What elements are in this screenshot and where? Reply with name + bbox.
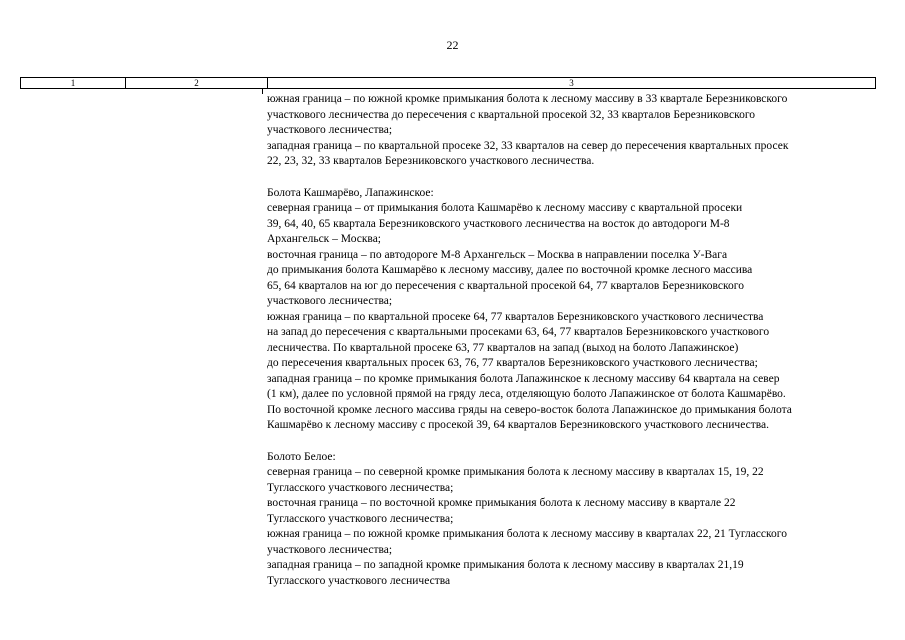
column-1-header: 1	[21, 78, 126, 89]
text-line: восточная граница – по автодороге М-8 Архангельск – Москва в направлении поселка У-Вага	[267, 248, 728, 261]
text-line: По восточной кромке лесного массива гряды на северо-восток болота Лапажинское до примыкания болота	[267, 403, 792, 416]
text-line: западная граница – по квартальной просеке 32, 33 кварталов на север до пересечения квартальных просек	[267, 139, 789, 152]
section-1	[267, 92, 877, 170]
text-line: 39, 64, 40, 65 квартала Березниковского участкового лесничества на восток до автодороги М-8	[267, 217, 730, 230]
text-line: северная граница – по северной кромке примыкания болота к лесному массиву в кварталах 15, 19, 22	[267, 466, 764, 478]
text-line: участкового лесничества;	[267, 295, 393, 307]
text-line: 22, 23, 32, 33 кварталов Березниковского участкового лесничества.	[267, 155, 595, 167]
text-line: (1 км), далее по условной прямой на гряду леса, отделяющую болото Лапажинское от болота Кашмарёво.	[267, 388, 786, 400]
text-line: восточная граница – по восточной кромке примыкания болота к лесному массиву в квартале 22	[267, 497, 736, 509]
text-line: Тугласского участкового лесничества;	[267, 481, 454, 494]
text-line: Архангельск – Москва;	[267, 233, 382, 245]
text-line: западная граница – по западной кромке примыкания болота к лесному массиву в кварталах 21,19	[267, 559, 744, 571]
section-heading: Болото Белое:	[267, 450, 336, 463]
text-line: до пересечения квартальных просек 63, 76, 77 кварталов Березниковского участкового лесничества;	[267, 357, 758, 369]
page-number: 22	[446, 38, 459, 52]
section-heading: Болота Кашмарёво, Лапажинское:	[267, 186, 434, 199]
text-line: Тугласского участкового лесничества;	[267, 512, 454, 525]
text-line: южная граница – по южной кромке примыкания болота к лесному массиву в 33 квартале Березниковского	[267, 93, 788, 105]
text-line: северная граница – от примыкания болота Кашмарёво к лесному массиву с квартальной просеки	[267, 202, 743, 214]
text-line: лесничества. По квартальной просеке 63, 77 кварталов на запад (выход на болото Лапажинское)	[267, 341, 739, 354]
column-header-table	[20, 77, 876, 89]
boundary-description	[267, 92, 877, 589]
text-line: на запад до пересечения с квартальными просеками 63, 64, 77 кварталов Березниковского участкового	[267, 326, 770, 338]
text-line: южная граница – по квартальной просеке 64, 77 кварталов Березниковского участкового лесничества	[267, 310, 764, 323]
column-3-header: 3	[268, 78, 876, 89]
text-line: 65, 64 кварталов на юг до пересечения с квартальной просекой 64, 77 кварталов Березниковского	[267, 279, 744, 292]
text-line: западная граница – по кромке примыкания болота Лапажинское к лесному массиву 64 квартала на север	[267, 372, 780, 385]
text-line: Тугласского участкового лесничества	[267, 574, 451, 587]
section-2	[267, 186, 877, 434]
section-3	[267, 450, 877, 590]
text-line: до примыкания болота Кашмарёво к лесному массиву, далее по восточной кромке лесного массива	[267, 264, 753, 276]
text-line: Кашмарёво к лесному массиву с просекой 39, 64 кварталов Березниковского участкового лесничества.	[267, 419, 769, 431]
text-line: участкового лесничества до пересечения с квартальной просекой 32, 33 кварталов Березниковского	[267, 108, 756, 121]
text-line: участкового лесничества;	[267, 543, 393, 556]
text-line: южная граница – по южной кромке примыкания болота к лесному массиву в кварталах 22, 21 Тугласского	[267, 528, 787, 540]
column-2-header: 2	[126, 78, 268, 89]
column-divider	[262, 88, 263, 94]
text-line: участкового лесничества;	[267, 124, 393, 136]
